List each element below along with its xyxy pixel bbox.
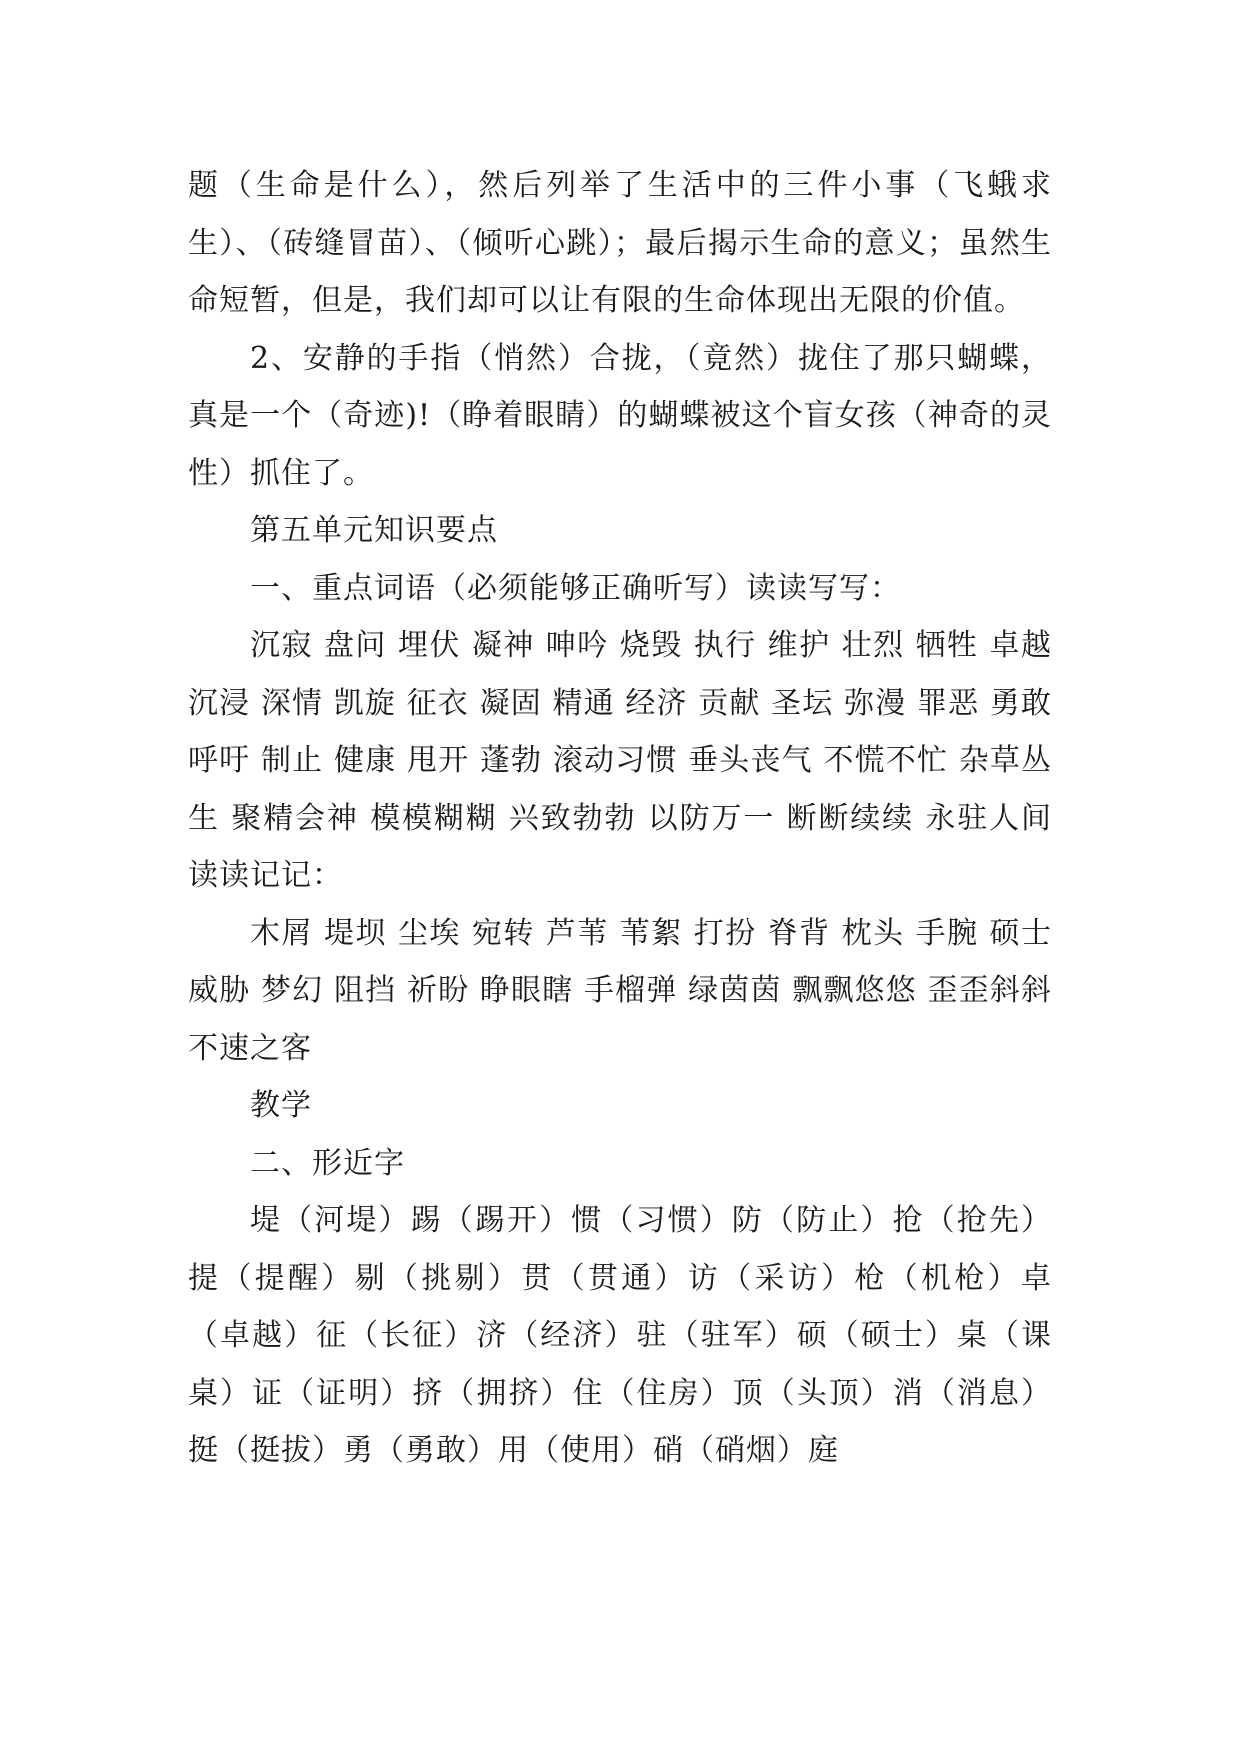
document-page <box>188 157 1052 1480</box>
paragraph-life-meaning: 题（生命是什么），然后列举了生活中的三件小事（飞蛾求生）、（砖缝冒苗）、（倾听心跳）；最后揭示生命的意义；虽然生命短暂，但是，我们却可以让有限的生命体现出无限的价值。 <box>188 168 1052 318</box>
subheading-similar-characters: 二、形近字 <box>250 1145 405 1181</box>
similar-characters-list: 堤（河堤）踢（踢开）惯（习惯）防（防止）抢（抢先）提（提醒）剔（挑剔）贯（贯通）访（采访）枪（机枪）卓（卓越）征（长征）济（经济）驻（驻军）硕（硕士）桌（课桌）证（证明）挤（拥挤）住（住房）顶（头顶）消（消息）挺（挺拔）勇（勇敢）用（使用）硝（硝烟）庭 <box>188 1203 1052 1468</box>
paragraph-butterfly: 2、安静的手指（悄然）合拢，（竟然）拢住了那只蝴蝶，真是一个（奇迹)!（睁着眼睛）的蝴蝶被这个盲女孩（神奇的灵性）抓住了。 <box>188 340 1052 491</box>
subheading-key-words: 一、重点词语（必须能够正确听写）读读写写： <box>250 570 901 606</box>
section-heading-unit-five: 第五单元知识要点 <box>250 513 498 548</box>
word-list-remember: 木屑 堤坝 尘埃 宛转 芦苇 苇絮 打扮 脊背 枕头 手腕 硕士 威胁 梦幻 阻挡 祈盼 睁眼瞎 手榴弹 绿茵茵 飘飘悠悠 歪歪斜斜 不速之客 <box>188 915 1052 1066</box>
paragraph-teaching: 教学 <box>250 1088 312 1123</box>
word-list-write: 沉寂 盘问 埋伏 凝神 呻吟 烧毁 执行 维护 壮烈 牺牲 卓越 沉浸 深情 凯旋 征衣 凝固 精通 经济 贡献 圣坛 弥漫 罪恶 勇敢 呼吁 制止 健康 甩开 蓬勃 滚动习惯 垂头丧气 不慌不忙 杂草丛生 聚精会神 模模糊糊 兴致勃勃 以防万一 断断续续 永驻人间 读读记记： <box>188 628 1052 893</box>
